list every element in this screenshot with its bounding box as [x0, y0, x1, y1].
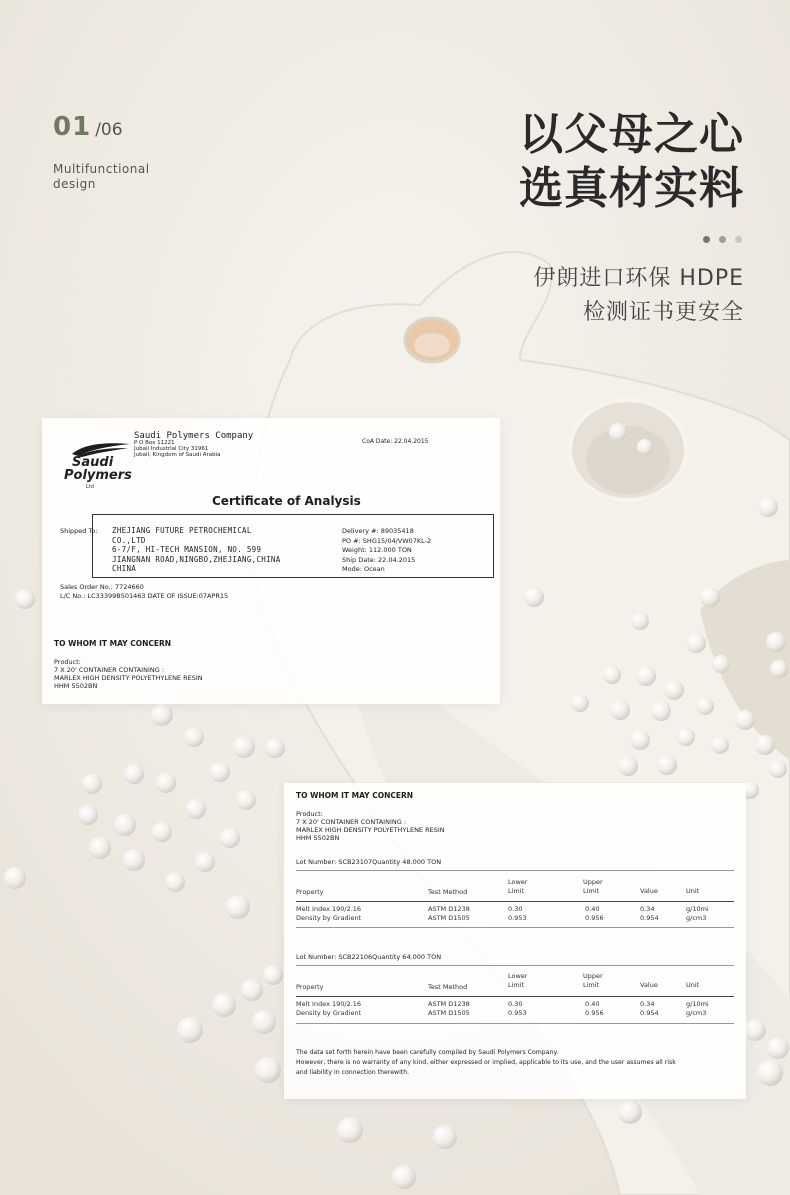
cell-unit: g/10mi: [686, 905, 709, 913]
cell-unit: g/cm3: [686, 914, 707, 922]
pellet: [433, 1125, 457, 1149]
pellet: [696, 697, 714, 715]
cell-property: Melt Index 190/2.16: [296, 905, 362, 913]
cell-value: 0.954: [640, 914, 659, 922]
pellet: [610, 700, 630, 720]
address-line: JIANGNAN ROAD,NINGBO,ZHEJIANG,CHINA: [112, 554, 281, 564]
headline-line: 选真材实料: [519, 163, 744, 214]
address-line: CHINA: [112, 564, 137, 573]
pellet: [15, 589, 35, 609]
pellet: [152, 822, 172, 842]
cell-method: ASTM D1505: [428, 1009, 470, 1017]
cell-value: 0.954: [640, 1009, 659, 1017]
pellet: [631, 612, 649, 630]
product-line: HHM 5502BN: [296, 834, 340, 842]
pellet: [195, 852, 215, 872]
table-rule: [296, 1023, 734, 1024]
address-line: ZHEJIANG FUTURE PETROCHEMICAL: [112, 526, 252, 535]
header-line: Upper: [583, 972, 603, 980]
header-test-method: Test Method: [428, 983, 468, 991]
pellet: [123, 849, 145, 871]
pellet: [767, 1037, 789, 1059]
header-property: Property: [296, 983, 324, 991]
lot-number: Lot Number: SCB22106Quantity 64.000 TON: [296, 953, 442, 961]
cell-unit: g/cm3: [686, 1009, 707, 1017]
product-block: [296, 810, 445, 842]
header-line: Limit: [508, 887, 525, 895]
concern-line: TO WHOM IT MAY CONCERN: [296, 791, 414, 800]
pellet: [609, 423, 627, 441]
product-line: MARLEX HIGH DENSITY POLYETHYLENE RESIN: [54, 674, 203, 682]
pellet: [210, 762, 230, 782]
pellet: [677, 728, 695, 746]
pellet: [636, 666, 656, 686]
cell-method: ASTM D1505: [428, 914, 470, 922]
pellet: [603, 666, 621, 684]
disclaimer-line: The data set forth herein have been carefully compiled by Saudi Polymers Company.: [296, 1049, 559, 1056]
pellet: [651, 701, 671, 721]
pellet: [263, 965, 283, 985]
pellet: [700, 587, 720, 607]
company-address-line: P O Box 11221: [134, 440, 175, 446]
pellet: [236, 790, 256, 810]
product-line: 7 X 20' CONTAINER CONTAINING :: [54, 666, 165, 674]
disclaimer: [296, 1048, 676, 1078]
step-total: /06: [95, 120, 123, 140]
pellet: [769, 760, 787, 778]
disclaimer-line: and liability in connection therewith.: [296, 1069, 410, 1076]
cell-value: 0.34: [640, 905, 655, 913]
pellet: [755, 735, 775, 755]
certificate-card-results: [284, 783, 746, 1099]
pellet: [156, 773, 176, 793]
pellet: [241, 979, 263, 1001]
certificate-title: Certificate of Analysis: [212, 494, 361, 508]
address-line: 6-7/F, HI-TECH MANSION, NO. 599: [112, 545, 262, 554]
logo-line: Saudi: [72, 455, 114, 470]
pellet: [151, 704, 173, 726]
pellet: [78, 805, 98, 825]
section-subtitle: [53, 162, 193, 192]
pellet: [89, 837, 111, 859]
pellet: [165, 872, 185, 892]
delivery-line: Mode: Ocean: [342, 565, 385, 573]
shipped-to-label: Shipped To:: [60, 527, 98, 535]
header-lower-limit: [508, 972, 527, 990]
delivery-details: [342, 527, 431, 575]
cell-upper: 0.956: [585, 1009, 604, 1017]
delivery-line: Weight: 112.000 TON: [342, 546, 412, 554]
header-unit: Unit: [686, 981, 700, 989]
company-address-line: Jubail Industrial City 31961: [134, 446, 209, 452]
pellet: [226, 895, 250, 919]
product-line: Product:: [296, 810, 323, 818]
cell-upper: 0.40: [585, 1000, 600, 1008]
cell-lower: 0.30: [508, 905, 523, 913]
header-property: Property: [296, 888, 324, 896]
shipped-to-address: [112, 526, 281, 574]
cell-upper: 0.956: [585, 914, 604, 922]
pellet: [571, 694, 589, 712]
delivery-line: Delivery #: 89035418: [342, 527, 414, 535]
coa-date: CoA Date: 22.04.2015: [362, 438, 429, 445]
dot: [735, 236, 742, 243]
lot-number: Lot Number: SCB23107Quantity 48.000 TON: [296, 858, 442, 866]
cell-property: Density by Gradient: [296, 914, 362, 922]
pellet: [252, 1010, 276, 1034]
pellet: [744, 1019, 766, 1041]
pellet: [265, 738, 285, 758]
pellet: [757, 1060, 783, 1086]
concern-line: TO WHOM IT MAY CONCERN: [54, 639, 172, 648]
pellet: [212, 993, 236, 1017]
page-dots: [703, 236, 742, 243]
header-upper-limit: [583, 972, 603, 990]
header-value: Value: [640, 981, 658, 989]
pellet: [114, 814, 136, 836]
delivery-line: PO #: SHG15/04/VW07KL-2: [342, 536, 432, 545]
step-indicator: [53, 112, 123, 142]
header-test-method: Test Method: [428, 888, 468, 896]
table-rule: [296, 996, 734, 997]
pellet: [177, 1017, 203, 1043]
dot: [703, 236, 710, 243]
pellet: [255, 1057, 281, 1083]
pellet: [337, 1117, 363, 1143]
pellet: [392, 1165, 416, 1189]
cell-property: Melt Index 190/2.16: [296, 1000, 362, 1008]
dot: [719, 236, 726, 243]
sales-order: Sales Order No.: 7724660: [60, 583, 144, 591]
header-line: Lower: [508, 972, 528, 980]
cell-method: ASTM D1238: [428, 1000, 470, 1008]
header-line: Limit: [583, 981, 600, 989]
pellet: [766, 632, 786, 652]
pellet: [524, 587, 544, 607]
headline: [519, 108, 744, 216]
pellet: [770, 660, 788, 678]
company-name: Saudi Polymers Company: [134, 431, 254, 441]
table-rule: [296, 901, 734, 902]
product-block: [54, 658, 203, 690]
pellet: [220, 828, 240, 848]
product-line: Product:: [54, 658, 81, 666]
cell-value: 0.34: [640, 1000, 655, 1008]
header-line: Upper: [583, 878, 603, 886]
pellet: [186, 799, 206, 819]
pellet: [712, 655, 730, 673]
logo-line: Polymers: [64, 468, 132, 483]
pellet: [124, 764, 144, 784]
subtitle-line: Multifunctional: [53, 162, 150, 176]
disclaimer-line: However, there is no warranty of any kind, either expressed or implied, applicable to its use, and the user assumes all risk: [296, 1059, 676, 1066]
header-line: Limit: [508, 981, 525, 989]
cell-unit: g/10mi: [686, 1000, 709, 1008]
description-line: 检测证书更安全: [582, 300, 744, 325]
product-line: 7 X 20' CONTAINER CONTAINING :: [296, 818, 407, 826]
company-address-line: Jubail, Kingdom of Saudi Arabia: [134, 452, 221, 458]
logo-ltd: Ltd: [86, 484, 94, 490]
cell-lower: 0.30: [508, 1000, 523, 1008]
address-line: CO.,LTD: [112, 535, 146, 545]
certificate-card-header: [42, 418, 500, 704]
pellet: [618, 1100, 642, 1124]
cell-upper: 0.40: [585, 905, 600, 913]
table-rule: [296, 965, 734, 966]
pellet: [618, 756, 638, 776]
pellet: [630, 730, 650, 750]
pellet: [664, 680, 684, 700]
pellet: [735, 710, 755, 730]
cell-method: ASTM D1238: [428, 905, 470, 913]
cell-property: Density by Gradient: [296, 1009, 362, 1017]
product-line: MARLEX HIGH DENSITY POLYETHYLENE RESIN: [296, 826, 445, 834]
cell-lower: 0.953: [508, 914, 527, 922]
table-rule: [296, 927, 734, 928]
pellet: [184, 727, 204, 747]
header-value: Value: [640, 887, 658, 895]
description-line: 伊朗进口环保 HDPE: [533, 266, 744, 291]
header-line: Limit: [583, 887, 600, 895]
delivery-line: Ship Date: 22.04.2015: [342, 555, 416, 564]
pellet: [233, 736, 255, 758]
cell-lower: 0.953: [508, 1009, 527, 1017]
pellet: [758, 497, 778, 517]
header-unit: Unit: [686, 887, 700, 895]
pellet: [711, 736, 729, 754]
header-upper-limit: [583, 878, 603, 896]
headline-line: 以父母之心: [519, 109, 744, 160]
logo-text: [64, 456, 132, 482]
headline-description: [533, 262, 744, 330]
header-lower-limit: [508, 878, 527, 896]
table-rule: [296, 870, 734, 871]
pellet: [82, 774, 102, 794]
pellet: [657, 755, 677, 775]
pellet: [4, 867, 26, 889]
lc-number: L/C No.: LC33399B501463 DATE OF ISSUE:07APR15: [60, 592, 229, 600]
header-line: Lower: [508, 878, 528, 886]
company-block: [134, 432, 253, 458]
pellet: [686, 633, 706, 653]
step-number: 01: [53, 112, 92, 142]
product-line: HHM 5502BN: [54, 682, 98, 690]
subtitle-line: design: [53, 177, 96, 191]
pellet: [637, 439, 653, 455]
